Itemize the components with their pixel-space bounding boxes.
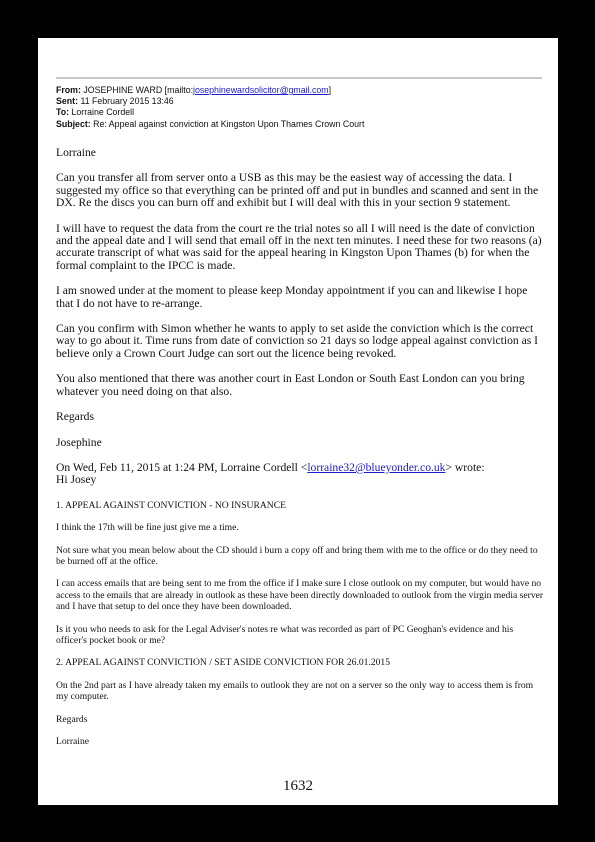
quoted-signature: Lorraine xyxy=(56,736,90,747)
quoted-intro-before: On Wed, Feb 11, 2015 at 1:24 PM, Lorraine Cordell < xyxy=(56,460,308,474)
salutation: Lorraine xyxy=(56,146,96,159)
quoted-paragraph: I can access emails that are being sent to me from the office if I make sure I close outlook on my computer, but would have no access to the emails that are already in outlook as these have been directly downloaded to outlook from the virgin media server and I have that setup to del once they have been downloaded. xyxy=(56,578,544,613)
quoted-paragraph: I think the 17th will be fine just give me a time. xyxy=(56,522,239,534)
subject-label: Subject: xyxy=(56,118,91,129)
signature: Josephine xyxy=(56,435,102,449)
quoted-intro-after: > wrote: xyxy=(445,460,485,474)
quoted-paragraph: Not sure what you mean below about the CD should i burn a copy off and bring them with me to the office or do they need to be burned off at the office. xyxy=(56,544,538,567)
page-number: 1632 xyxy=(283,778,313,794)
subject-value: Re: Appeal against conviction at Kingston Upon Thames Crown Court xyxy=(93,118,365,129)
email-header xyxy=(56,85,546,130)
to-label: To: xyxy=(56,107,70,118)
quoted-greeting: Hi Josey xyxy=(56,473,97,487)
message-paragraph: Can you transfer all from server onto a USB as this may be the easiest way of accessing the data. I suggested my office so that everything can be printed off and put in bundles and scanned and sent in the DX. Re the discs you can burn off and exhibit but I will deal with this in your section 9 statement. xyxy=(56,171,539,210)
sent-value: 11 February 2015 13:46 xyxy=(80,96,174,107)
to-value: Lorraine Cordell xyxy=(71,107,135,118)
quoted-paragraph: Is it you who needs to ask for the Legal Adviser's notes re what was recorded as part of PC Geoghan's evidence and his officer's pocket book or me? xyxy=(56,623,514,646)
from-close: ] xyxy=(328,85,332,95)
message-paragraph: You also mentioned that there was another court in East London or South East London can you bring whatever you need doing on that also. xyxy=(56,372,525,398)
message-paragraph: Can you confirm with Simon whether he wants to apply to set aside the conviction which is the correct way to go about it. Time runs from date of conviction so 21 days so lodge appeal against conviction as I believe only a Crown Court Judge can sort out the licence being revoked. xyxy=(56,322,539,360)
from-row xyxy=(56,85,546,96)
from-name: JOSEPHINE WARD [mailto: xyxy=(83,85,194,95)
to-row xyxy=(56,107,546,118)
quoted-email-link[interactable]: lorraine32@blueyonder.co.uk xyxy=(307,460,446,474)
closing: Regards xyxy=(56,410,94,424)
message-paragraph: I will have to request the data from the court re the trial notes so all I will need is the date of conviction and the appeal date and I will send that email off in the next ten minutes. I need these for two reasons (a) accurate transcript of what was said for the appeal hearing in Kingston Upon Thames (b) for when the formal complaint to the IPCC is made. xyxy=(56,221,542,272)
quoted-heading-1: 1. APPEAL AGAINST CONVICTION - NO INSURANCE xyxy=(56,499,286,511)
message-paragraph: I am snowed under at the moment to please keep Monday appointment if you can and likewise I hope that I do not have to re-arrange. xyxy=(56,284,528,310)
sent-row xyxy=(56,96,546,107)
sent-label: Sent: xyxy=(56,96,78,107)
quoted-heading-2: 2. APPEAL AGAINST CONVICTION / SET ASIDE CONVICTION FOR 26.01.2015 xyxy=(56,657,391,669)
header-divider xyxy=(56,77,542,79)
subject-row xyxy=(56,119,546,130)
quoted-paragraph: On the 2nd part as I have already taken my emails to outlook they are not on a server so the only way to access them is from my computer. xyxy=(56,679,534,703)
document-page xyxy=(38,38,558,805)
quoted-intro xyxy=(56,462,546,474)
quoted-closing: Regards xyxy=(56,713,88,725)
from-label: From: xyxy=(56,85,81,95)
email-body xyxy=(56,147,546,758)
from-email-link[interactable]: josephinewardsolicitor@gmail.com xyxy=(193,85,329,95)
